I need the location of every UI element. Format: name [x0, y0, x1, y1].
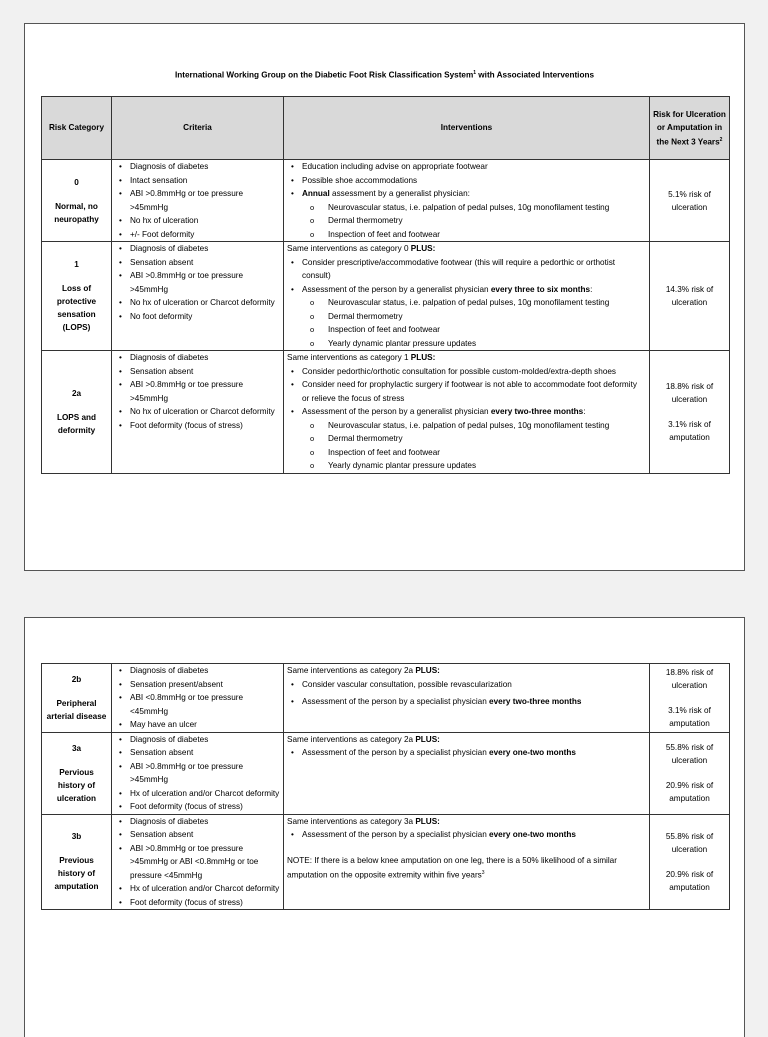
interventions-list	[287, 256, 646, 297]
criteria-item: • No hx of ulceration or Charcot deformity	[115, 405, 280, 419]
intervention-item	[287, 283, 646, 297]
table-row	[42, 814, 730, 910]
risk-cell	[650, 814, 730, 910]
risk-cell	[650, 664, 730, 733]
interventions-list	[287, 828, 646, 842]
risk-gap	[653, 692, 726, 704]
risk-value: 55.8% risk of ulceration	[665, 831, 714, 854]
interventions-cell	[284, 160, 650, 242]
intervention-text: Assessment of the person by a specialist physician	[302, 748, 490, 757]
table-row	[42, 160, 730, 242]
risk-category-cell	[42, 160, 112, 242]
risk-category-code: 3a	[71, 743, 82, 753]
intro-text: Same interventions as category 3a	[287, 816, 416, 826]
interventions-list	[287, 365, 646, 419]
intervention-emphasis: every two-three months	[489, 697, 582, 706]
criteria-item: • Sensation present/absent	[115, 678, 280, 692]
assessment-subitem: o Neurovascular status, i.e. palpation of pedal pulses, 10g monofilament testing	[308, 419, 646, 433]
interventions-intro	[287, 815, 646, 829]
risk-category-code: 1	[74, 260, 79, 269]
interventions-cell	[284, 664, 650, 733]
risk-classification-table-part-2	[41, 663, 730, 910]
title-footnote-marker: 1	[473, 70, 477, 76]
criteria-list	[115, 242, 280, 323]
risk-category-cell	[42, 242, 112, 351]
criteria-item: • Sensation absent	[115, 256, 280, 270]
intro-plus: PLUS:	[415, 816, 440, 826]
interventions-intro	[287, 351, 646, 365]
assessment-subitem: o Neurovascular status, i.e. palpation of pedal pulses, 10g monofilament testing	[308, 296, 646, 310]
intro-text: Same interventions as category 2a	[287, 666, 416, 675]
risk-category-label: Normal, no neuropathy	[54, 201, 99, 224]
intro-plus: PLUS:	[415, 666, 440, 675]
intervention-text: Consider prescriptive/accommodative footwear (this will require a pedorthic or orthotist consult)	[302, 257, 616, 280]
risk-value: 18.8% risk of ulceration	[665, 667, 714, 690]
table-row	[42, 242, 730, 351]
criteria-list	[115, 815, 280, 910]
criteria-cell	[112, 242, 284, 351]
risk-category-code: 2b	[71, 674, 82, 684]
intervention-item	[287, 256, 646, 283]
criteria-item: • No foot deformity	[115, 310, 280, 324]
assessment-subitem: o Inspection of feet and footwear	[308, 228, 646, 242]
criteria-item: • ABI >0.8mmHg or toe pressure >45mmHg	[115, 760, 280, 787]
header-risk-category: Risk Category	[42, 97, 112, 160]
criteria-item: • ABI >0.8mmHg or toe pressure >45mmHg	[115, 378, 280, 405]
intervention-item	[287, 746, 646, 760]
table-body-1	[42, 160, 730, 474]
criteria-item: • May have an ulcer	[115, 718, 280, 732]
assessment-subitem: o Yearly dynamic plantar pressure updates	[308, 337, 646, 351]
criteria-item: • ABI >0.8mmHg or toe pressure >45mmHg or ABI <0.8mmHg or toe pressure <45mmHg	[115, 842, 280, 883]
intervention-text: Education including advise on appropriate footwear	[302, 162, 488, 171]
criteria-item: • No hx of ulceration	[115, 214, 280, 228]
intervention-item	[287, 695, 646, 709]
risk-category-code: 3b	[71, 832, 82, 842]
criteria-item: • Diagnosis of diabetes	[115, 733, 280, 747]
intervention-emphasis: Annual	[302, 189, 330, 198]
assessment-sublist	[308, 296, 646, 350]
risk-value: 5.1% risk of ulceration	[668, 189, 711, 212]
intervention-item	[287, 678, 646, 692]
interventions-intro	[287, 664, 646, 678]
intro-text: Same interventions as category 2a	[287, 734, 416, 744]
risk-value: 3.1% risk of amputation	[668, 705, 711, 728]
intervention-item	[287, 828, 646, 842]
risk-category-cell	[42, 814, 112, 910]
amputation-note	[287, 854, 646, 882]
interventions-cell	[284, 814, 650, 910]
assessment-subitem: o Dermal thermometry	[308, 310, 646, 324]
intro-plus: PLUS:	[415, 734, 440, 744]
criteria-item: • Foot deformity (focus of stress)	[115, 896, 280, 910]
criteria-item: • Foot deformity (focus of stress)	[115, 419, 280, 433]
intervention-item	[287, 405, 646, 419]
risk-value: 14.3% risk of ulceration	[665, 285, 714, 307]
intervention-item	[287, 187, 646, 201]
assessment-subitem: o Yearly dynamic plantar pressure updates	[308, 459, 646, 473]
criteria-item: • +/- Foot deformity	[115, 228, 280, 242]
risk-category-cell	[42, 664, 112, 733]
intervention-text-end: :	[583, 407, 586, 416]
criteria-item: • Diagnosis of diabetes	[115, 160, 280, 174]
intro-text: Same interventions as category 0	[287, 244, 411, 253]
header-criteria: Criteria	[112, 97, 284, 160]
intervention-text-end: :	[590, 284, 593, 294]
risk-category-label: Peripheral arterial disease	[46, 698, 107, 721]
risk-cell	[650, 160, 730, 242]
risk-cell	[650, 351, 730, 474]
criteria-item: • Diagnosis of diabetes	[115, 815, 280, 829]
risk-cell	[650, 732, 730, 814]
assessment-subitem: o Dermal thermometry	[308, 214, 646, 228]
criteria-item: • Hx of ulceration and/or Charcot deformity	[115, 882, 280, 896]
interventions-cell	[284, 242, 650, 351]
criteria-item: • Diagnosis of diabetes	[115, 664, 280, 678]
interventions-list	[287, 160, 646, 201]
header-risk-next-3-years	[650, 97, 730, 160]
criteria-cell	[112, 814, 284, 910]
criteria-item: • ABI <0.8mmHg or toe pressure <45mmHg	[115, 691, 280, 718]
table-header-row	[42, 97, 730, 160]
criteria-item: • Sensation absent	[115, 746, 280, 760]
intervention-item	[287, 365, 646, 379]
risk-value: 20.9% risk of amputation	[665, 869, 714, 892]
table-row	[42, 732, 730, 814]
intervention-emphasis: every one-two months	[489, 830, 576, 839]
risk-gap	[653, 406, 726, 418]
title-suffix-text: with Associated Interventions	[476, 70, 595, 80]
intervention-text: Consider need for prophylactic surgery if footwear is not able to accommodate foot deformity or relieve the focus of stress	[302, 380, 637, 403]
intro-text: Same interventions as category 1	[287, 353, 411, 362]
intervention-text-end: assessment by a generalist physician:	[329, 189, 470, 198]
criteria-list	[115, 351, 280, 432]
criteria-cell	[112, 160, 284, 242]
risk-category-label: Loss of protective sensation (LOPS)	[56, 284, 97, 332]
intervention-item	[287, 160, 646, 174]
intervention-emphasis: every three to six months	[490, 284, 591, 294]
criteria-list	[115, 733, 280, 814]
criteria-cell	[112, 732, 284, 814]
document-title	[25, 70, 744, 80]
intervention-text: Assessment of the person by a generalist physician	[302, 407, 491, 416]
title-text: International Working Group on the Diabetic Foot Risk Classification System	[174, 70, 474, 80]
intervention-emphasis: every two-three months	[490, 407, 584, 416]
interventions-list	[287, 746, 646, 760]
note-footnote-marker: 3	[481, 869, 485, 876]
risk-category-cell	[42, 351, 112, 474]
criteria-cell	[112, 351, 284, 474]
intervention-text: Assessment of the person by a specialist physician	[302, 830, 490, 839]
assessment-subitem: o Inspection of feet and footwear	[308, 323, 646, 337]
assessment-subitem: o Inspection of feet and footwear	[308, 446, 646, 460]
table-row	[42, 351, 730, 474]
intervention-item	[287, 378, 646, 405]
document-page-2	[24, 617, 745, 1037]
intervention-item	[287, 174, 646, 188]
criteria-list	[115, 664, 280, 732]
intro-plus: PLUS:	[410, 244, 436, 253]
intervention-text: Possible shoe accommodations	[302, 175, 418, 185]
header-risk-text: Risk for Ulceration or Amputation in the Next 3 Years	[653, 109, 726, 147]
interventions-list	[287, 678, 646, 709]
note-text: NOTE: If there is a below knee amputation on one leg, there is a 50% likelihood of a similar amputation on the opposite extremity within five years	[287, 855, 617, 880]
criteria-item: • Hx of ulceration and/or Charcot deformity	[115, 787, 280, 801]
header-interventions: Interventions	[284, 97, 650, 160]
interventions-intro	[287, 733, 646, 747]
intervention-emphasis: every one-two months	[489, 748, 576, 757]
assessment-sublist	[308, 419, 646, 473]
intro-plus: PLUS:	[410, 353, 436, 362]
intervention-text: Consider vascular consultation, possible revascularization	[302, 679, 512, 689]
risk-value: 20.9% risk of amputation	[665, 781, 714, 803]
header-risk-footnote-marker: 2	[719, 136, 723, 143]
criteria-cell	[112, 664, 284, 733]
criteria-list	[115, 160, 280, 241]
assessment-subitem: o Neurovascular status, i.e. palpation of pedal pulses, 10g monofilament testing	[308, 201, 646, 215]
risk-classification-table-part-1	[41, 96, 730, 474]
criteria-item: • Sensation absent	[115, 365, 280, 379]
risk-gap	[653, 856, 726, 868]
table-row	[42, 664, 730, 733]
interventions-cell	[284, 732, 650, 814]
criteria-item: • No hx of ulceration or Charcot deformity	[115, 296, 280, 310]
risk-value: 55.8% risk of ulceration	[665, 743, 714, 765]
risk-category-code: 2a	[71, 388, 82, 398]
risk-cell	[650, 242, 730, 351]
risk-value: 18.8% risk of ulceration	[665, 381, 714, 404]
risk-category-label: LOPS and deformity	[56, 412, 97, 435]
criteria-item: • Intact sensation	[115, 174, 280, 188]
risk-category-label: Previous history of amputation	[54, 856, 99, 892]
criteria-item: • Foot deformity (focus of stress)	[115, 800, 280, 814]
criteria-item: • Sensation absent	[115, 828, 280, 842]
criteria-item: • ABI >0.8mmHg or toe pressure >45mmHg	[115, 269, 280, 296]
risk-category-cell	[42, 732, 112, 814]
interventions-cell	[284, 351, 650, 474]
risk-gap	[653, 767, 726, 779]
document-page-1	[24, 23, 745, 571]
intervention-text: Assessment of the person by a generalist physician	[302, 284, 491, 294]
intervention-text: Consider pedorthic/orthotic consultation for possible custom-molded/extra-depth shoes	[302, 366, 617, 376]
assessment-subitem: o Dermal thermometry	[308, 432, 646, 446]
risk-value: 3.1% risk of amputation	[668, 419, 711, 442]
criteria-item: • ABI >0.8mmHg or toe pressure >45mmHg	[115, 187, 280, 214]
intervention-text: Assessment of the person by a specialist physician	[302, 697, 490, 706]
risk-category-label: Pervious history of ulceration	[56, 767, 97, 803]
criteria-item: • Diagnosis of diabetes	[115, 351, 280, 365]
interventions-intro	[287, 242, 646, 256]
risk-category-code: 0	[74, 177, 79, 187]
table-body-2	[42, 664, 730, 910]
assessment-sublist	[308, 201, 646, 242]
criteria-item: • Diagnosis of diabetes	[115, 242, 280, 256]
